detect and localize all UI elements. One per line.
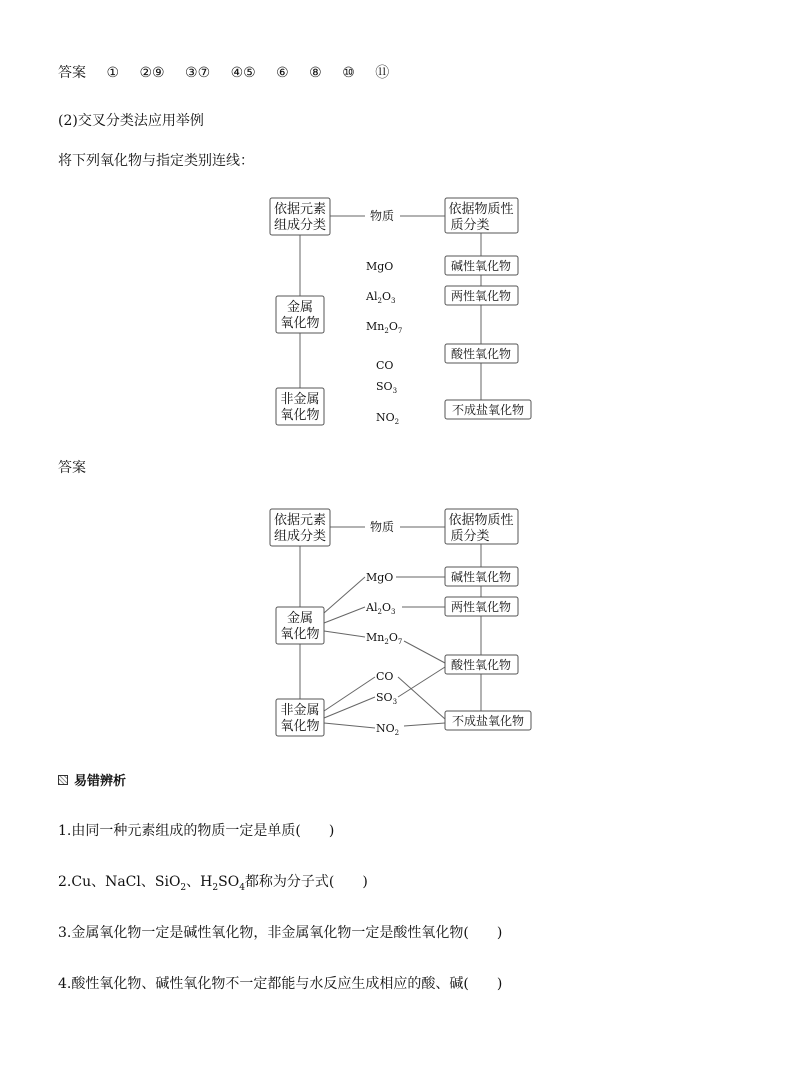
box-metal-oxide-line1: 金属 bbox=[286, 300, 314, 315]
oxide-mgo: MgO bbox=[366, 260, 394, 273]
box-basic-oxide-label: 碱性氧化物 bbox=[450, 259, 512, 273]
answer-item: ④⑤ bbox=[230, 65, 256, 81]
box-metal-oxide-line2: 氧化物 bbox=[280, 316, 320, 331]
section-marker-icon bbox=[58, 775, 68, 785]
box-amphoteric-oxide-label: 两性氧化物 bbox=[450, 289, 512, 303]
link-metal-al2o3 bbox=[324, 607, 365, 623]
question-2-part: 2.Cu、NaCl、SiO bbox=[58, 874, 181, 890]
question-4: 4.酸性氧化物、碱性氧化物不一定都能与水反应生成相应的酸、碱( ) bbox=[58, 976, 503, 992]
subheading: (2)交叉分类法应用举例 bbox=[58, 113, 204, 129]
box-nonmetal-oxide-line1: 非金属 bbox=[280, 703, 320, 718]
box-non-salt-oxide-label: 不成盐氧化物 bbox=[451, 403, 525, 417]
center-substance: 物质 bbox=[369, 209, 395, 223]
link-metal-mn2o7 bbox=[324, 631, 365, 637]
box-by-property-line1: 依据物质性 bbox=[448, 513, 514, 528]
subscript: 2 bbox=[180, 882, 187, 893]
answer-item: ① bbox=[106, 65, 120, 81]
question-2-part: 都称为分子式( ) bbox=[244, 874, 368, 890]
oxide-no2: $NO_2$ bbox=[376, 722, 400, 737]
link-co-nonsalt bbox=[398, 677, 445, 719]
diagram-content bbox=[270, 509, 531, 737]
box-by-property-line2: 质分类 bbox=[450, 529, 490, 544]
oxide-mgo: MgO bbox=[366, 571, 394, 584]
oxide-so3: $SO_3$ bbox=[376, 380, 398, 395]
answer-row bbox=[58, 62, 389, 82]
question-1: 1.由同一种元素组成的物质一定是单质( ) bbox=[58, 823, 335, 839]
question-2-part: 、H bbox=[186, 874, 213, 890]
section-header bbox=[58, 770, 126, 789]
link-mn2o7-acidic bbox=[404, 641, 445, 663]
link-nonmetal-so3 bbox=[324, 697, 375, 718]
question-2 bbox=[58, 871, 368, 893]
box-metal-oxide-line2: 氧化物 bbox=[280, 627, 320, 642]
box-by-property-line1: 依据物质性 bbox=[448, 202, 514, 217]
question-2-part: SO bbox=[218, 874, 240, 890]
diagram-content bbox=[270, 198, 531, 426]
section-title: 易错辨析 bbox=[74, 774, 127, 789]
box-nonmetal-oxide-line2: 氧化物 bbox=[280, 408, 320, 423]
box-acidic-oxide-label: 酸性氧化物 bbox=[450, 658, 512, 672]
answer-item: ⑧ bbox=[309, 65, 322, 81]
oxide-al2o3: $Al_2O_3$ bbox=[366, 290, 396, 305]
box-by-element-line1: 依据元素 bbox=[273, 202, 327, 217]
box-by-element-line2: 组成分类 bbox=[273, 218, 327, 233]
link-no2-nonsalt bbox=[404, 723, 445, 726]
subscript: 4 bbox=[239, 882, 245, 893]
answer-label-2: 答案 bbox=[58, 460, 86, 476]
box-by-property-line2: 质分类 bbox=[450, 218, 490, 233]
box-nonmetal-oxide-line1: 非金属 bbox=[280, 392, 320, 407]
question-3: 3.金属氧化物一定是碱性氧化物，非金属氧化物一定是酸性氧化物( ) bbox=[58, 925, 503, 941]
oxide-co: CO bbox=[376, 359, 394, 372]
box-nonmetal-oxide-line2: 氧化物 bbox=[280, 719, 320, 734]
oxide-mn2o7: $Mn_2O_7$ bbox=[366, 320, 403, 335]
subscript: 2 bbox=[212, 882, 219, 893]
link-nonmetal-co bbox=[324, 677, 375, 711]
box-by-element-line1: 依据元素 bbox=[273, 513, 327, 528]
link-metal-mgo bbox=[324, 577, 365, 613]
box-basic-oxide-label: 碱性氧化物 bbox=[450, 570, 512, 584]
instruction: 将下列氧化物与指定类别连线： bbox=[58, 153, 254, 169]
classification-diagram-question bbox=[0, 190, 794, 430]
answer-item: ⑥ bbox=[276, 65, 289, 81]
answer-item: ⑩ bbox=[342, 65, 355, 81]
link-nonmetal-no2 bbox=[324, 723, 375, 728]
box-acidic-oxide-label: 酸性氧化物 bbox=[450, 347, 512, 361]
center-substance: 物质 bbox=[369, 520, 395, 534]
oxide-al2o3: $Al_2O_3$ bbox=[366, 601, 396, 616]
box-non-salt-oxide-label: 不成盐氧化物 bbox=[451, 714, 525, 728]
box-by-element-line2: 组成分类 bbox=[273, 529, 327, 544]
oxide-co: CO bbox=[376, 670, 394, 683]
oxide-mn2o7: $Mn_2O_7$ bbox=[366, 631, 403, 646]
box-amphoteric-oxide-label: 两性氧化物 bbox=[450, 600, 512, 614]
link-so3-acidic bbox=[398, 667, 445, 697]
answer-item: ③⑦ bbox=[185, 65, 211, 81]
oxide-no2: $NO_2$ bbox=[376, 411, 400, 426]
answer-item: ②⑨ bbox=[139, 65, 165, 81]
box-metal-oxide-line1: 金属 bbox=[286, 611, 314, 626]
answer-label: 答案 bbox=[58, 65, 86, 81]
classification-diagram-answer bbox=[0, 501, 794, 741]
oxide-so3: $SO_3$ bbox=[376, 691, 398, 706]
answer-item: ⑪ bbox=[375, 65, 390, 81]
